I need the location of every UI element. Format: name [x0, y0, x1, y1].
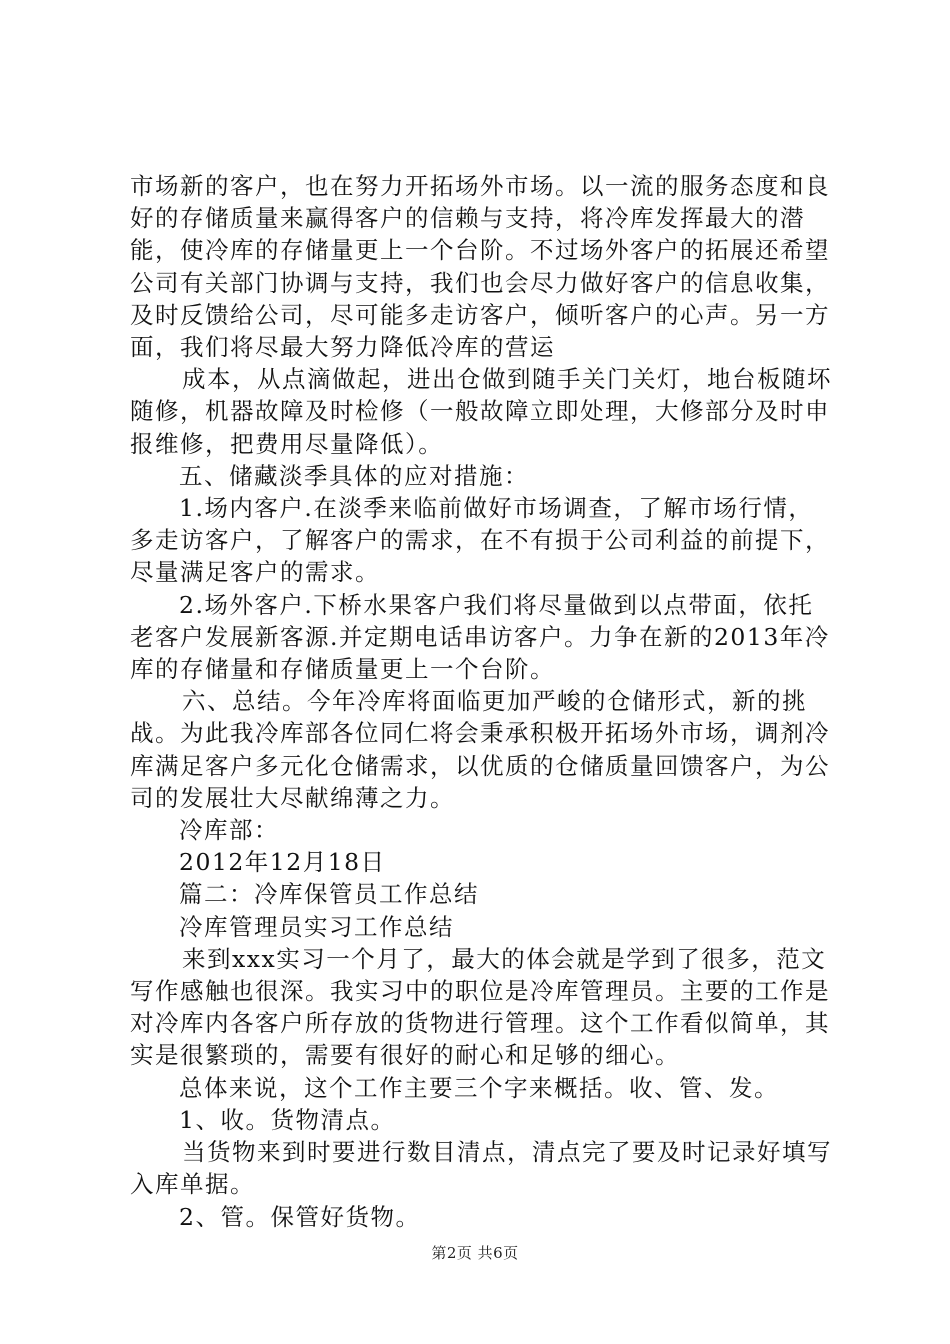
- list-heading-manage: 2、管。保管好货物。: [179, 1202, 421, 1231]
- document-body: [130, 170, 835, 1233]
- list-item-offsite-clients: 2.场外客户.下桥水果客户我们将尽量做到以点带面，依托老客户发展新客源.并定期电话串访客户。力争在新的2013年冷库的存储量和存储质量更上一个台阶。: [130, 590, 830, 684]
- paragraph-summary: 六、总结。今年冷库将面临更加严峻的仓储形式，新的挑战。为此我冷库部各位同仁将会秉承积极开拓场外市场，调剂冷库满足客户多元化仓储需求，以优质的仓储质量回馈客户，为公司的发展壮大尽献绵薄之力。: [130, 687, 830, 812]
- section-heading-off-season: 五、储藏淡季具体的应对措施：: [179, 461, 529, 490]
- paragraph-receive-detail: 当货物来到时要进行数目清点，清点完了要及时记录好填写入库单据。: [130, 1138, 832, 1199]
- page-footer: [0, 1242, 950, 1263]
- paragraph-internship-intro: 来到xxx实习一个月了，最大的体会就是学到了很多，范文写作感触也很深。我实习中的职位是冷库管理员。主要的工作是对冷库内各客户所存放的货物进行管理。这个工作看似简单，其实是很繁琐的，需要有很好的耐心和足够的细心。: [130, 944, 830, 1070]
- paragraph-market-expansion: 市场新的客户，也在努力开拓场外市场。以一流的服务态度和良好的存储质量来赢得客户的信赖与支持，将冷库发挥最大的潜能，使冷库的存储量更上一个台阶。不过场外客户的拓展还希望公司有关部门协调与支持，我们也会尽力做好客户的信息收集，及时反馈给公司，尽可能多走访客户，倾听客户的心声。另一方面，我们将尽最大努力降低冷库的营运: [130, 172, 830, 362]
- paragraph-cost-reduction: 成本，从点滴做起，进出仓做到随手关门关灯，地台板随坏随修，机器故障及时检修（一般故障立即处理，大修部分及时申报维修，把费用尽量降低）。: [130, 365, 832, 458]
- paragraph-overview: 总体来说，这个工作主要三个字来概括。收、管、发。: [179, 1073, 779, 1102]
- section-heading-part-two: 篇二：冷库保管员工作总结: [179, 880, 479, 909]
- list-heading-receive: 1、收。货物清点。: [179, 1105, 396, 1134]
- signature-department: 冷库部：: [179, 816, 279, 845]
- subtitle-internship-summary: 冷库管理员实习工作总结: [179, 912, 454, 941]
- list-item-onsite-clients: 1.场内客户.在淡季来临前做好市场调查，了解市场行情，多走访客户，了解客户的需求，在不有损于公司利益的前提下，尽量满足客户的需求。: [130, 494, 830, 587]
- page-number: 第2页 共6页: [431, 1244, 519, 1262]
- signature-date: 2012年12月18日: [179, 848, 386, 877]
